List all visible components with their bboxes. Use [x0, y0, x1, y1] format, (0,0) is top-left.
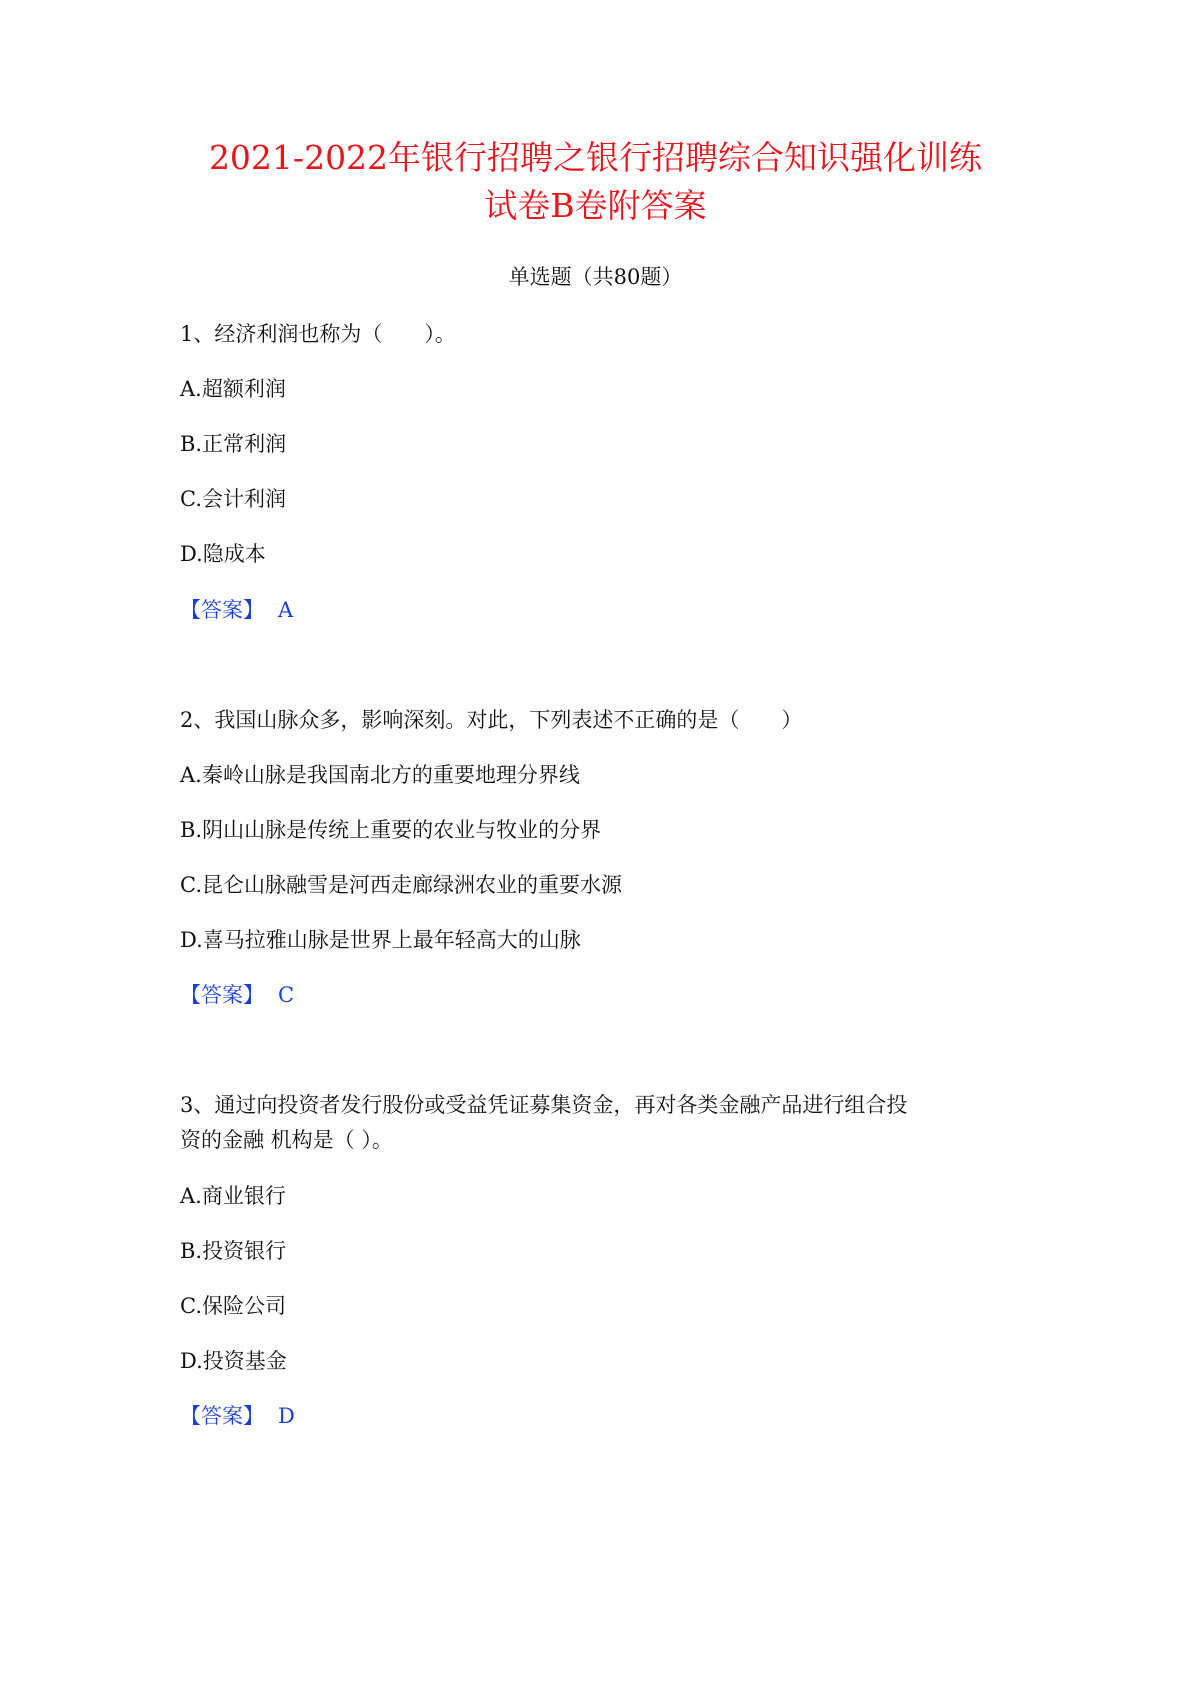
question-3-option-c: C.保险公司 — [180, 1294, 286, 1318]
question-3-answer — [180, 1401, 295, 1431]
question-1-stem: 1、经济利润也称为（ ）。 — [180, 322, 456, 346]
question-2-stem: 2、我国山脉众多，影响深刻。对此，下列表述不正确的是（ ） — [180, 708, 803, 732]
question-2-option-a: A.秦岭山脉是我国南北方的重要地理分界线 — [180, 763, 580, 787]
question-1-option-b: B.正常利润 — [180, 432, 287, 456]
question-2-option-c: C.昆仑山脉融雪是河西走廊绿洲农业的重要水源 — [180, 873, 622, 897]
question-1-answer — [180, 595, 293, 625]
answer-value: D — [278, 1404, 295, 1428]
question-3-option-d: D.投资基金 — [180, 1349, 287, 1373]
question-1-option-a: A.超额利润 — [180, 377, 286, 401]
question-2-option-d: D.喜马拉雅山脉是世界上最年轻高大的山脉 — [180, 928, 581, 952]
question-2-answer — [180, 980, 294, 1010]
question-2-option-b: B.阴山山脉是传统上重要的农业与牧业的分界 — [180, 818, 602, 842]
question-3-option-a: A.商业银行 — [180, 1184, 286, 1208]
section-heading: 单选题（共80题） — [508, 265, 683, 289]
answer-label: 【答案】 — [180, 598, 264, 622]
question-1-option-d: D.隐成本 — [180, 542, 266, 566]
question-3-option-b: B.投资银行 — [180, 1239, 287, 1263]
answer-label: 【答案】 — [180, 1404, 264, 1428]
document-title-line-2: 试卷B卷附答案 — [484, 186, 707, 225]
document-title-line-1: 2021-2022年银行招聘之银行招聘综合知识强化训练 — [208, 138, 983, 177]
answer-label: 【答案】 — [180, 983, 264, 1007]
question-3-stem-line-2: 资的金融 机构是（ ）。 — [180, 1128, 393, 1152]
question-1-option-c: C.会计利润 — [180, 487, 286, 511]
question-3-stem-line-1: 3、通过向投资者发行股份或受益凭证募集资金，再对各类金融产品进行组合投 — [180, 1093, 908, 1117]
answer-value: C — [278, 983, 295, 1007]
answer-value: A — [278, 598, 294, 622]
